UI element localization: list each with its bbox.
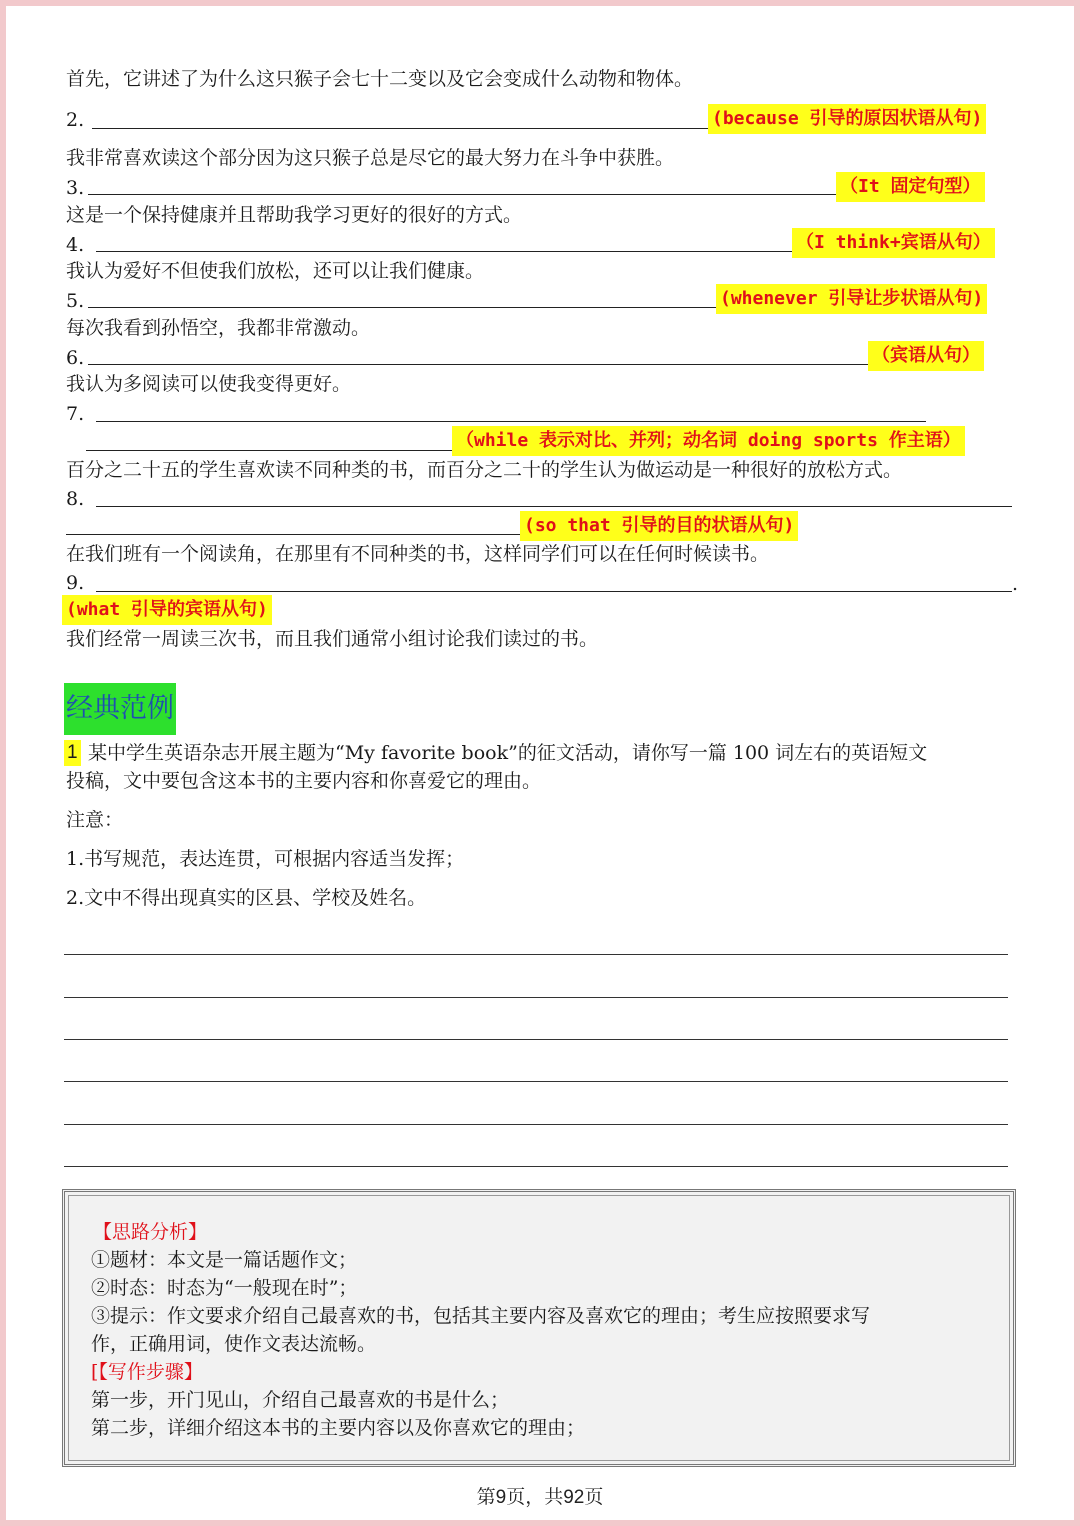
writing-step: 第一步，开门见山，介绍自己最喜欢的书是什么； (91, 1389, 510, 1411)
translation-text: 在我们班有一个阅读角，在那里有不同种类的书，这样同学们可以在任何时候读书。 (66, 543, 770, 565)
note-label: 注意： (66, 809, 124, 831)
answer-blank[interactable] (86, 450, 454, 451)
item-number: 6. (66, 347, 85, 369)
item-number: 5. (66, 290, 85, 312)
translation-text: 我非常喜欢读这个部分因为这只猴子总是尽它的最大努力在斗争中获胜。 (66, 147, 675, 169)
answer-blank[interactable] (88, 194, 838, 195)
question-prompt-line: 某中学生英语杂志开展主题为“My favorite book”的征文活动，请你写一篇 100 词左右的英语短文 (88, 742, 928, 764)
intro-sentence: 首先，它讲述了为什么这只猴子会七十二变以及它会变成什么动物和物体。 (66, 68, 694, 90)
translation-text: 我们经常一周读三次书，而且我们通常小组讨论我们读过的书。 (66, 628, 599, 650)
grammar-hint: (so that 引导的目的状语从句) (520, 511, 798, 541)
item-number: 9. (66, 572, 85, 594)
grammar-hint: （宾语从句） (868, 341, 984, 371)
period-mark: . (1012, 573, 1019, 595)
note-item: 1.书写规范，表达连贯，可根据内容适当发挥； (66, 848, 465, 870)
grammar-hint: (what 引导的宾语从句) (62, 595, 272, 625)
grammar-hint: （I think+宾语从句） (792, 228, 995, 258)
analysis-point: ②时态：时态为“一般现在时”； (91, 1277, 358, 1299)
writing-line[interactable] (64, 1124, 1008, 1125)
answer-blank[interactable] (92, 128, 712, 129)
grammar-hint: (whenever 引导让步状语从句) (716, 284, 987, 314)
item-number: 2. (66, 109, 85, 131)
analysis-point: ①题材：本文是一篇话题作文； (91, 1249, 358, 1271)
question-prompt-line: 投稿，文中要包含这本书的主要内容和你喜爱它的理由。 (66, 770, 542, 792)
translation-text: 这是一个保持健康并且帮助我学习更好的很好的方式。 (66, 204, 523, 226)
answer-blank[interactable] (66, 534, 522, 535)
analysis-box (62, 1189, 1016, 1467)
grammar-hint: （It 固定句型） (836, 172, 985, 202)
page-number: 第9页，共92页 (476, 1487, 604, 1508)
writing-line[interactable] (64, 997, 1008, 998)
answer-blank[interactable] (96, 251, 794, 252)
section-title: 经典范例 (64, 683, 176, 735)
grammar-hint: （while 表示对比、并列；动名词 doing sports 作主语） (452, 426, 965, 456)
grammar-hint: (because 引导的原因状语从句) (708, 104, 986, 134)
item-number: 8. (66, 488, 85, 510)
writing-line[interactable] (64, 1166, 1008, 1167)
writing-line[interactable] (64, 1081, 1008, 1082)
answer-blank[interactable] (88, 364, 870, 365)
note-item: 2.文中不得出现真实的区县、学校及姓名。 (66, 887, 427, 909)
steps-heading: [【写作步骤】 (91, 1361, 203, 1383)
answer-blank[interactable] (88, 307, 718, 308)
analysis-point: ③提示：作文要求介绍自己最喜欢的书，包括其主要内容及喜欢它的理由；考生应按照要求写 (91, 1305, 871, 1327)
item-number: 7. (66, 403, 85, 425)
item-number: 3. (66, 177, 85, 199)
answer-blank[interactable] (96, 591, 1012, 592)
analysis-heading: 【思路分析】 (93, 1221, 208, 1243)
translation-text: 每次我看到孙悟空，我都非常激动。 (66, 317, 371, 339)
answer-blank[interactable] (96, 506, 1012, 507)
translation-text: 我认为爱好不但使我们放松，还可以让我们健康。 (66, 260, 485, 282)
answer-blank[interactable] (96, 421, 926, 422)
item-number: 4. (66, 234, 85, 256)
analysis-point: 作，正确用词，使作文表达流畅。 (91, 1333, 377, 1355)
translation-text: 百分之二十五的学生喜欢读不同种类的书，而百分之二十的学生认为做运动是一种很好的放松方式。 (66, 459, 903, 481)
writing-line[interactable] (64, 1039, 1008, 1040)
writing-line[interactable] (64, 954, 1008, 955)
translation-text: 我认为多阅读可以使我变得更好。 (66, 373, 352, 395)
question-number: 1 (64, 740, 81, 766)
writing-step: 第二步，详细介绍这本书的主要内容以及你喜欢它的理由； (91, 1417, 586, 1439)
